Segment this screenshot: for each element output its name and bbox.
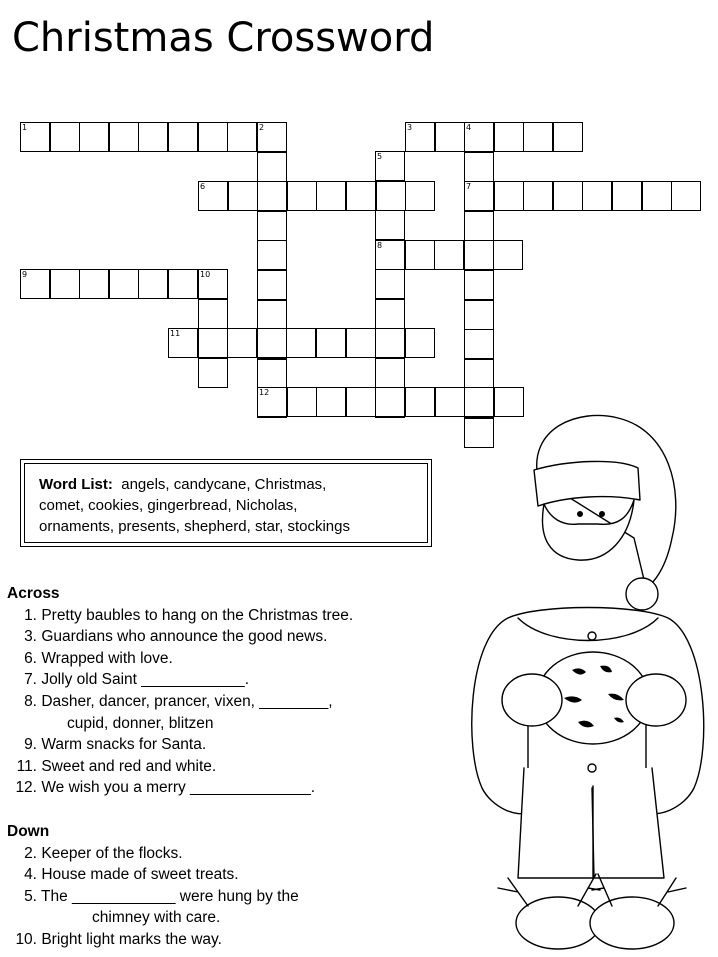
- clue-across-1: 1. Pretty baubles to hang on the Christmas tree.: [24, 606, 354, 624]
- grid-cell[interactable]: [405, 181, 435, 211]
- grid-number: 11: [170, 329, 181, 338]
- clue-across-9: 9. Warm snacks for Santa.: [24, 736, 207, 754]
- grid-cell[interactable]: [464, 211, 494, 241]
- grid-number: 6: [200, 182, 206, 191]
- grid-cell[interactable]: [198, 328, 228, 358]
- grid-cell[interactable]: [79, 269, 109, 299]
- grid-number: 7: [466, 182, 472, 191]
- left-mitten: [502, 674, 562, 726]
- grid-cell[interactable]: [435, 387, 465, 417]
- grid-cell[interactable]: [287, 181, 317, 211]
- clue-across-11: 11. Sweet and red and white.: [16, 757, 217, 775]
- grid-cell[interactable]: [642, 181, 672, 211]
- across-heading: Across: [7, 585, 60, 602]
- grid-cell[interactable]: [553, 181, 583, 211]
- grid-cell[interactable]: [493, 240, 523, 270]
- grid-cell[interactable]: [494, 181, 524, 211]
- clue-across-7: 7. Jolly old Saint ____________.: [24, 671, 250, 689]
- clue-down-2: 2. Keeper of the flocks.: [24, 844, 183, 862]
- grid-number: 3: [407, 123, 413, 132]
- word-list-box: [20, 459, 432, 547]
- clue-down-5-continued: chimney with care.: [92, 909, 221, 927]
- clue-across-8-continued: cupid, donner, blitzen: [67, 714, 214, 732]
- grid-cell[interactable]: [168, 122, 198, 152]
- left-slipper: [516, 897, 600, 949]
- grid-cell[interactable]: [79, 122, 109, 152]
- grid-cell[interactable]: [138, 269, 168, 299]
- grid-cell[interactable]: [227, 122, 257, 152]
- grid-number: 2: [259, 123, 265, 132]
- down-heading: Down: [7, 822, 50, 840]
- grid-cell[interactable]: [257, 300, 287, 330]
- grid-cell[interactable]: [375, 328, 405, 358]
- grid-cell[interactable]: [434, 240, 464, 270]
- grid-number: 12: [259, 388, 270, 397]
- grid-cell[interactable]: [464, 240, 494, 270]
- word-list-line-3: ornaments, presents, shepherd, star, stockings: [39, 518, 350, 535]
- grid-cell[interactable]: [287, 387, 317, 417]
- grid-number: 1: [22, 123, 28, 132]
- grid-cell[interactable]: [405, 240, 435, 270]
- grid-cell[interactable]: [405, 328, 435, 358]
- grid-cell[interactable]: [375, 358, 405, 388]
- grid-cell[interactable]: [316, 328, 346, 358]
- grid-cell[interactable]: [316, 387, 346, 417]
- clue-down-10: 10. Bright light marks the way.: [15, 930, 222, 948]
- grid-cell[interactable]: [257, 270, 287, 300]
- grid-cell[interactable]: [464, 329, 494, 359]
- grid-cell[interactable]: [257, 240, 287, 270]
- santa-illustration: [468, 408, 708, 953]
- clue-across-3: 3. Guardians who announce the good news.: [24, 628, 328, 646]
- grid-cell[interactable]: [198, 299, 228, 329]
- grid-cell[interactable]: [257, 328, 287, 358]
- grid-cell[interactable]: [494, 122, 524, 152]
- grid-cell[interactable]: [257, 211, 287, 241]
- clue-across-8: 8. Dasher, dancer, prancer, vixen, ________,: [24, 692, 333, 710]
- grid-number: 8: [377, 241, 383, 250]
- grid-cell[interactable]: [582, 181, 612, 211]
- grid-cell[interactable]: [464, 152, 494, 182]
- grid-cell[interactable]: [257, 359, 287, 389]
- grid-cell[interactable]: [612, 181, 642, 211]
- grid-cell[interactable]: [286, 328, 316, 358]
- grid-cell[interactable]: [138, 122, 168, 152]
- grid-cell[interactable]: [375, 269, 405, 299]
- grid-cell[interactable]: [523, 122, 553, 152]
- across-clue-list: [7, 605, 353, 799]
- grid-cell[interactable]: [109, 122, 139, 152]
- grid-cell[interactable]: [375, 210, 405, 240]
- grid-cell[interactable]: [346, 181, 376, 211]
- grid-cell[interactable]: [228, 181, 258, 211]
- word-list-line-2: comet, cookies, gingerbread, Nicholas,: [39, 497, 298, 514]
- word-list-line-1: angels, candycane, Christmas,: [121, 476, 327, 493]
- grid-cell[interactable]: [376, 181, 406, 211]
- santa-hat: [537, 416, 676, 589]
- clues-section: [7, 583, 353, 951]
- grid-cell[interactable]: [435, 122, 465, 152]
- grid-number: 10: [200, 270, 211, 279]
- grid-cell[interactable]: [464, 270, 494, 300]
- grid-cell[interactable]: [198, 122, 228, 152]
- grid-cell[interactable]: [50, 269, 80, 299]
- page-title: Christmas Crossword: [12, 15, 435, 61]
- grid-cell[interactable]: [523, 181, 553, 211]
- grid-cell[interactable]: [671, 181, 701, 211]
- right-mitten: [626, 674, 686, 726]
- crossword-grid: [0, 0, 718, 460]
- grid-cell[interactable]: [375, 299, 405, 329]
- grid-cell[interactable]: [346, 387, 376, 417]
- grid-cell[interactable]: [316, 181, 346, 211]
- clue-down-4: 4. House made of sweet treats.: [24, 866, 239, 884]
- grid-number: 4: [466, 123, 472, 132]
- santa-legs: [518, 768, 664, 878]
- grid-cell[interactable]: [257, 152, 287, 182]
- grid-cell[interactable]: [257, 181, 287, 211]
- santa-pompom: [626, 578, 658, 610]
- grid-number: 5: [377, 152, 383, 161]
- grid-cell[interactable]: [50, 122, 80, 152]
- grid-cell[interactable]: [464, 359, 494, 389]
- grid-cell[interactable]: [109, 269, 139, 299]
- clue-down-5: 5. The ____________ were hung by the: [24, 887, 299, 905]
- grid-cell[interactable]: [227, 328, 257, 358]
- down-clue-list: [7, 843, 353, 951]
- clue-across-12: 12. We wish you a merry ______________.: [15, 779, 316, 797]
- word-list-label: Word List:: [39, 476, 113, 493]
- grid-cell[interactable]: [553, 122, 583, 152]
- clue-across-6: 6. Wrapped with love.: [24, 649, 173, 667]
- grid-cell[interactable]: [464, 300, 494, 330]
- grid-number: 9: [22, 270, 28, 279]
- grid-cell[interactable]: [375, 387, 405, 417]
- grid-cell[interactable]: [346, 328, 376, 358]
- grid-cell[interactable]: [198, 358, 228, 388]
- grid-cell[interactable]: [405, 387, 435, 417]
- grid-cell[interactable]: [168, 269, 198, 299]
- right-slipper: [590, 897, 674, 949]
